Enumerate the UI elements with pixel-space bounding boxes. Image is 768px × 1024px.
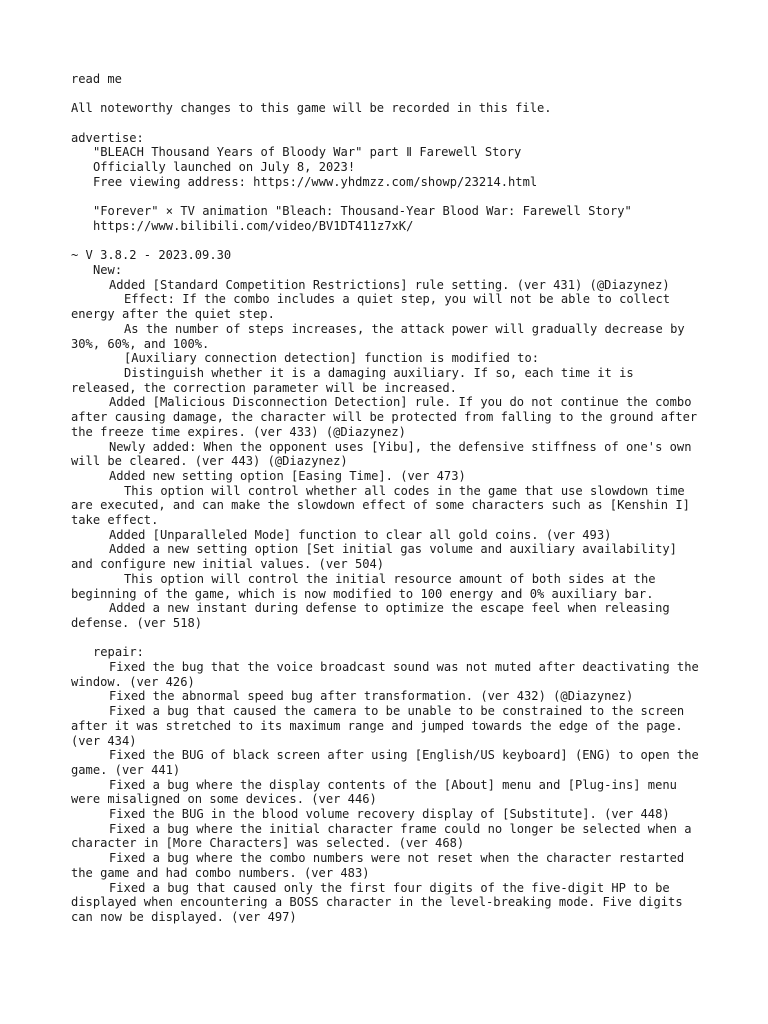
text-line: [Auxiliary connection detection] function is modified to: xyxy=(124,351,540,366)
text-line: Added [Unparalleled Mode] function to clear all gold coins. (ver 493) xyxy=(109,527,612,542)
text-line: read me xyxy=(71,72,122,86)
text-line: Fixed the abnormal speed bug after transformation. (ver 432) (@Diazynez) xyxy=(109,689,634,704)
blank-line xyxy=(71,190,701,205)
text-line: New: xyxy=(93,263,123,278)
text-line: Fixed a bug where the display contents of the [About] menu and [Plug-ins] menu were misaligned on some devices. (ver 446) xyxy=(71,777,685,807)
text-line: Distinguish whether it is a damaging auxiliary. If so, each time it is released, the correction parameter will be increased. xyxy=(71,366,641,395)
text-line: "BLEACH Thousand Years of Bloody War" part Ⅱ Farewell Story xyxy=(93,145,522,160)
text-line: ~ V 3.8.2 - 2023.09.30 xyxy=(71,248,232,263)
text-line: Added a new setting option [Set initial gas volume and auxiliary availability] and configure new initial values. (ver 504) xyxy=(71,542,685,572)
text-line: Effect: If the combo includes a quiet step, you will not be able to collect energy after the quiet step. xyxy=(71,292,678,322)
text-line: This option will control the initial resource amount of both sides at the beginning of the game, which is now modified to 100 energy and 0% auxiliary bar. xyxy=(71,571,663,601)
readme-document xyxy=(71,72,707,925)
text-line: Fixed a bug where the combo numbers were not reset when the character restarted the game and had combo numbers. (ver 483) xyxy=(71,851,692,880)
text-line: Added a new instant during defense to optimize the escape feel when releasing defense. (ver 518) xyxy=(71,601,677,630)
blank-line xyxy=(71,116,701,131)
text-line: Added [Malicious Disconnection Detection] rule. If you do not continue the combo after causing damage, the character will be protected from falling to the ground after the freeze time expires. (ver 433) (@Diazynez) xyxy=(71,395,705,439)
text-line: advertise: xyxy=(71,130,144,145)
text-line: "Forever" × TV animation "Bleach: Thousand-Year Blood War: Farewell Story" xyxy=(93,204,632,219)
text-line: Fixed the BUG of black screen after using [English/US keyboard] (ENG) to open the game. (ver 441) xyxy=(71,748,707,777)
text-line: Newly added: When the opponent uses [Yibu], the defensive stiffness of one's own will be cleared. (ver 443) (@Diazynez) xyxy=(71,439,699,469)
text-line: As the number of steps increases, the attack power will gradually decrease by 30%, 60%, and 100%. xyxy=(71,321,692,351)
text-line: Added new setting option [Easing Time]. (ver 473) xyxy=(109,468,466,483)
text-line: Fixed the bug that the voice broadcast sound was not muted after deactivating the window. (ver 426) xyxy=(71,660,707,689)
blank-line xyxy=(71,631,701,646)
text-line: Fixed the BUG in the blood volume recovery display of [Substitute]. (ver 448) xyxy=(109,807,670,822)
text-line: All noteworthy changes to this game will be recorded in this file. xyxy=(71,101,552,116)
text-line: https://www.bilibili.com/video/BV1DT411z7xK/ xyxy=(93,218,414,233)
text-line: Added [Standard Competition Restrictions] rule setting. (ver 431) (@Diazynez) xyxy=(109,277,670,292)
text-line: repair: xyxy=(93,645,144,660)
blank-line xyxy=(71,87,701,102)
text-line: Officially launched on July 8, 2023! xyxy=(93,160,356,175)
text-line: This option will control whether all codes in the game that use slowdown time are executed, and can make the slowdown effect of some characters such as [Kenshin I] take effect. xyxy=(71,483,698,528)
text-line: Fixed a bug that caused only the first four digits of the five-digit HP to be displayed when encountering a BOSS character in the level-breaking mode. Five digits can now be displayed. (ver 497) xyxy=(71,880,690,924)
blank-line xyxy=(71,234,701,249)
text-line: Fixed a bug where the initial character frame could no longer be selected when a character in [More Characters] was selected. (ver 468) xyxy=(71,821,699,851)
text-line: Fixed a bug that caused the camera to be unable to be constrained to the screen after it was stretched to its maximum range and jumped towards the edge of the page. (ver 434) xyxy=(71,704,692,748)
text-line: Free viewing address: https://www.yhdmzz.com/showp/23214.html xyxy=(93,174,538,189)
